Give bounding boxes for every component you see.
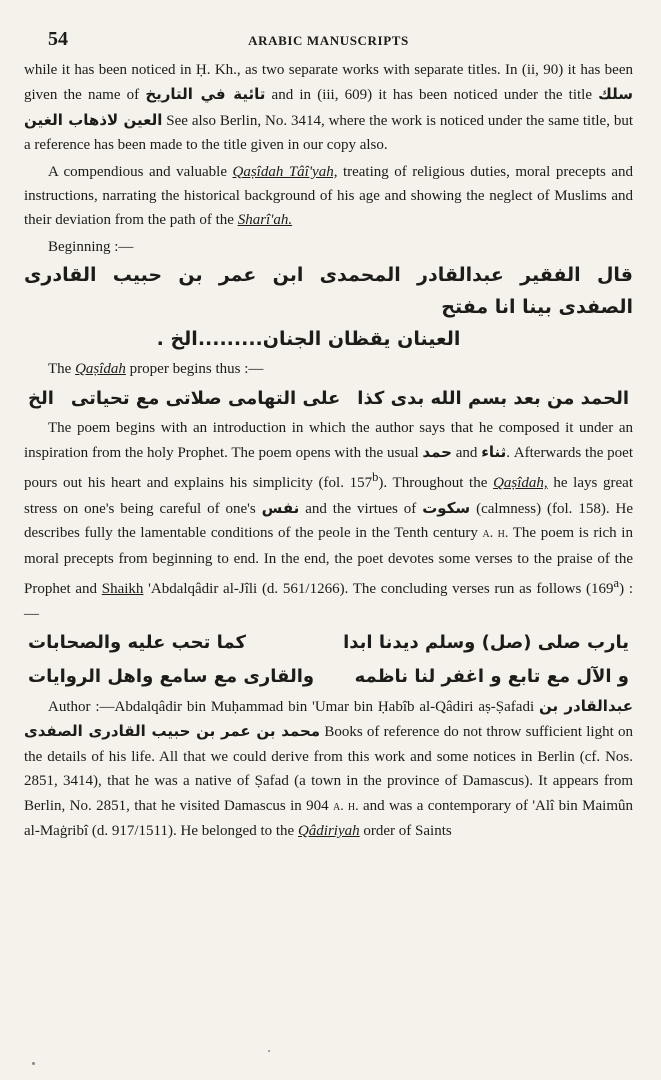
text-run: while it has been noticed in Ḥ. Kh., as two separate works with separate titles. In (ii, 90) it has been given the name of (24, 62, 633, 104)
text-run: Author :—Abdalqâdir bin Muḥammad bin 'Umar bin Ḥabîb al-Qâdiri aṣ-Ṣafadi (48, 698, 539, 715)
folio-side: b (372, 470, 379, 485)
text-run: treating of religious duties, moral precepts and instructions, narrating the historical background of his age and showing the neglect of Muslims and their deviation from the path of the (24, 163, 633, 229)
text-run: and in (iii, 609) it has been noticed under the title (265, 87, 599, 104)
order-name: Qâdiriyah (297, 822, 360, 839)
text-run: The poem is rich in moral precepts from beginning to end. In the end, the poet devotes some verses to the praise of the Prophet and (24, 525, 633, 598)
arabic-word: نفس (261, 498, 300, 517)
beginning-label: Beginning :— (48, 238, 134, 255)
text-run: ) :— (24, 581, 633, 622)
work-title: Qaṣîdah (75, 361, 126, 378)
text-run: and (451, 445, 482, 462)
era-abbrev: a. h. (482, 526, 509, 542)
arabic-closing-verse-1 (24, 626, 633, 660)
verse-hemistich: و الآل مع تابع و اغفر لنا ناظمه (354, 665, 629, 687)
paper-speck (268, 1050, 270, 1052)
qasidah-intro (24, 357, 633, 381)
verse-hemistich: على التهامى صلاتى مع تحياتى (70, 387, 341, 409)
arabic-title-2: سلك العين لاذهاب الغين (24, 85, 634, 129)
paper-speck (32, 1062, 35, 1065)
page-number: 54 (48, 28, 68, 50)
text-run: order of Saints (359, 822, 452, 839)
text-run: A compendious and valuable (48, 163, 233, 180)
verse-etc: الخ (28, 387, 54, 409)
text-run: 'Abdalqâdir al-Jîli (d. 561/1266). The concluding verses run as follows (169 (143, 581, 614, 598)
running-head: ARABIC MANUSCRIPTS (248, 33, 409, 48)
term-sharia: Sharî'ah. (237, 212, 293, 229)
text-run: ). Throughout the (378, 475, 494, 492)
verse-hemistich: يارب صلى (صل) وسلم ديدنا ابدا (343, 631, 629, 653)
arabic-beginning-line-2: العينان يقظان الجنان.........الخ . (156, 328, 461, 351)
era-abbrev: a. h. (333, 798, 359, 814)
arabic-author-name: عبدالقادر بن محمد بن عمر بن حبيب القادرى الصفدى (24, 696, 633, 741)
arabic-word: سكوت (422, 498, 471, 517)
verse-hemistich: الحمد من بعد بسم الله بدى كذا (357, 387, 629, 409)
text-run: Books of reference do not throw sufficient light on the details of his life. All that we could derive from this work and some notices in Berlin (cf. Nos. 2851, 3414), that he was a native of Ṣafad (a town in the province of Damascus). It appears from Berlin, No. 2851, that he visited Damascus in 904 (24, 724, 634, 814)
text-run: and the virtues of (299, 500, 423, 517)
arabic-title-1: تائية في التاريخ (145, 85, 266, 104)
paragraph-poem (24, 416, 633, 626)
text-run: The poem begins with an introduction in which the author says that he composed it under an inspiration from the holy Prophet. The poem opens with the usual (24, 419, 633, 462)
work-title: Qaṣîdah Tâî'yah, (232, 163, 338, 180)
body-text (24, 58, 633, 843)
text-run: . Afterwards the poet pours out his heart and explains his simplicity (fol. 157 (24, 445, 633, 492)
page-header (24, 0, 633, 58)
text-run: and was a contemporary of 'Alî bin Maimûn al-Maġribî (d. 917/1511). He belonged to the (24, 797, 633, 839)
arabic-opening-verse (24, 382, 633, 416)
arabic-beginning-line-1: قال الفقير عبدالقادر المحمدى ابن عمر بن حبيب القادرى الصفدى بينا انا مفتح (24, 264, 633, 319)
text-run: proper begins thus :— (125, 361, 264, 378)
text-run: The (48, 361, 76, 378)
verse-hemistich: كما تحب عليه والصحابات (28, 631, 246, 653)
work-title: Qaṣîdah, (493, 475, 548, 492)
arabic-word: ثناء (481, 443, 507, 462)
paragraph-titles (24, 58, 633, 158)
text-run: he lays great stress on one's being careful of one's (24, 475, 634, 517)
paragraph-description (24, 160, 633, 233)
verse-hemistich: والقارى مع سامع واهل الروايات (28, 665, 315, 687)
text-run: (calmness) (fol. 158). He describes fully the lamentable conditions of the peole in the Tenth century (24, 500, 633, 542)
paragraph-author (24, 694, 633, 843)
folio-side: a (613, 576, 620, 591)
text-run: See also Berlin, No. 3414, where the work is noticed under the same title, but a reference has been made to the title given in our copy also. (24, 112, 633, 154)
title-shaikh: Shaikh (101, 581, 144, 598)
arabic-word: حمد (422, 443, 452, 462)
arabic-closing-verse-2 (24, 660, 633, 694)
